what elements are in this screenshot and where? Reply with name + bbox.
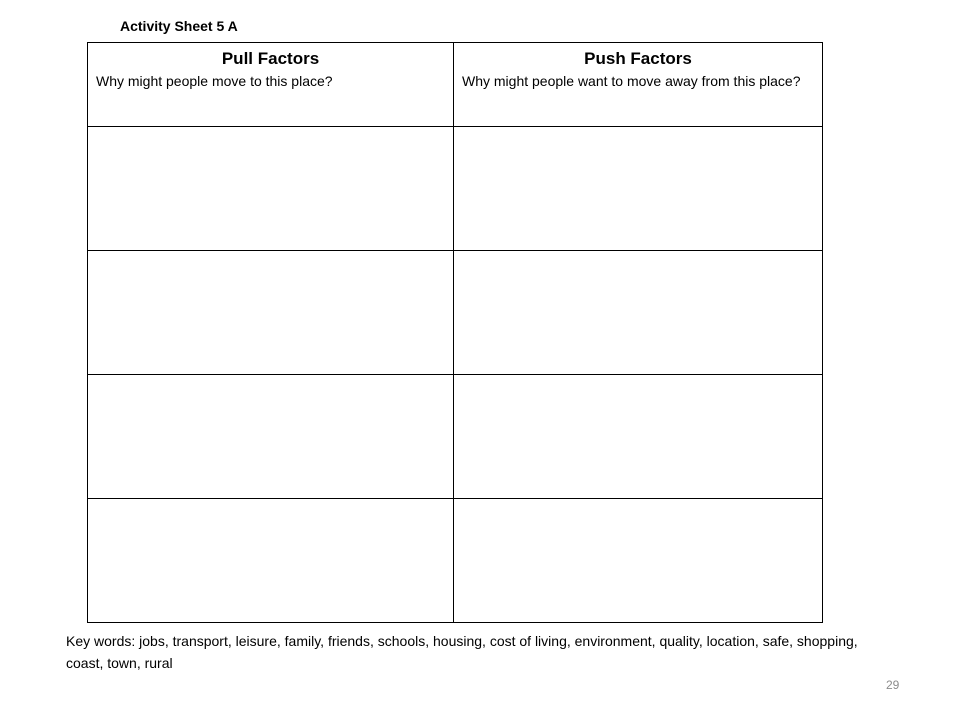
table-row (88, 499, 823, 623)
table-row (88, 251, 823, 375)
table-row (88, 127, 823, 251)
pull-factor-answer-cell[interactable] (88, 499, 454, 623)
push-factor-answer-cell[interactable] (454, 127, 823, 251)
push-factors-title: Push Factors (584, 49, 692, 68)
push-factors-prompt: Why might people want to move away from this place? (462, 73, 801, 89)
pull-factor-answer-cell[interactable] (88, 375, 454, 499)
push-factor-answer-cell[interactable] (454, 375, 823, 499)
pull-factor-answer-cell[interactable] (88, 251, 454, 375)
sheet-title: Activity Sheet 5 A (120, 18, 238, 34)
push-factor-answer-cell[interactable] (454, 251, 823, 375)
pull-factors-header (88, 43, 454, 127)
push-factor-answer-cell[interactable] (454, 499, 823, 623)
push-factors-header (454, 43, 823, 127)
factors-table (87, 42, 823, 623)
table-header-row (88, 43, 823, 127)
key-words-text: Key words: jobs, transport, leisure, family, friends, schools, housing, cost of living, environment, quality, location, safe, shopping, coast, town, rural (66, 633, 858, 671)
pull-factor-answer-cell[interactable] (88, 127, 454, 251)
pull-factors-title: Pull Factors (221, 49, 320, 68)
page-number: 29 (886, 678, 900, 692)
pull-factors-prompt: Why might people move to this place? (96, 73, 333, 89)
table-row (88, 375, 823, 499)
